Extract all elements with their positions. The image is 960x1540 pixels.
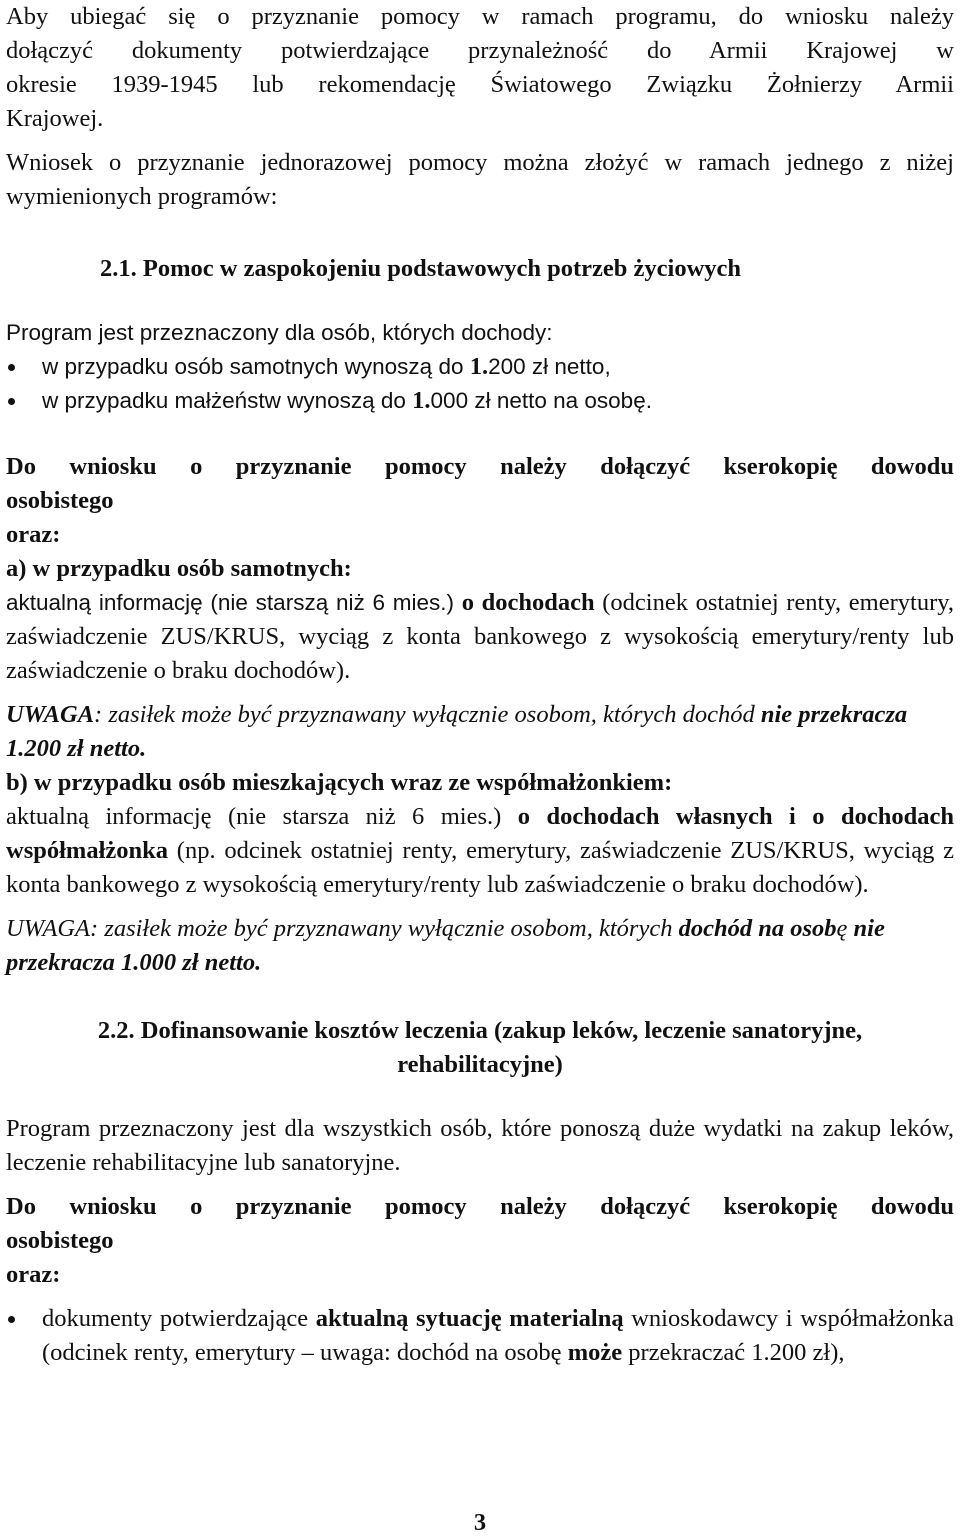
note-b: UWAGA: zasiłek może być przyznawany wyłącznie osobom, których dochód na osobę nie przekracza 1.000 zł netto. <box>6 915 885 976</box>
section-2-2-heading: 2.2. Dofinansowanie kosztów leczenia (zakup leków, leczenie sanatoryjne, <box>97 1017 863 1044</box>
oraz-label: oraz: <box>6 521 61 548</box>
program-eligibility-text: Program jest przeznaczony dla osób, których dochody: <box>6 320 553 345</box>
case-a-heading: a) w przypadku osób samotnych: <box>6 555 352 582</box>
required-documents-heading: Do wniosku o przyznanie pomocy należy dołączyć kserokopię dowodu <box>6 1193 954 1220</box>
intro-paragraph <box>6 0 954 136</box>
intro-line: okresie 1939-1945 lub rekomendację Światowego Związku Żołnierzy Armii <box>6 71 954 98</box>
note-a: UWAGA: zasiłek może być przyznawany wyłącznie osobom, których dochód nie przekracza 1.200 zł netto. <box>6 701 908 762</box>
required-documents-heading-cont: osobistego <box>6 1227 114 1254</box>
intro-line: Krajowej. <box>6 105 104 132</box>
programs-intro: Wniosek o przyznanie jednorazowej pomocy można złożyć w ramach jednego z niżej wymienionych programów: <box>6 149 954 210</box>
case-b-heading: b) w przypadku osób mieszkających wraz ze współmałżonkiem: <box>6 769 673 796</box>
bullet-icon <box>8 364 15 371</box>
oraz-label: oraz: <box>6 1261 61 1288</box>
case-b-text: aktualną informację (nie starsza niż 6 mies.) o dochodach własnych i o dochodach współmałżonka (np. odcinek ostatniej renty, emerytury, zaświadczenie ZUS/KRUS, wyciąg z konta bankowego z wysokością emerytury/renty lub zaświadczenie o braku dochodów). <box>6 803 954 898</box>
case-a-text: aktualną informację (nie starszą niż 6 mies.) o dochodach (odcinek ostatniej renty, emerytury, zaświadczenie ZUS/KRUS, wyciąg z konta bankowego z wysokością emerytury/renty lub zaświadczenie o braku dochodów). <box>6 589 955 684</box>
list-item: dokumenty potwierdzające aktualną sytuację materialną wnioskodawcy i współmałżonka (odcinek renty, emerytury – uwaga: dochód na osobę może przekraczać 1.200 zł), <box>6 1302 954 1370</box>
bullet-icon <box>8 1316 15 1323</box>
documents-list <box>6 1302 954 1370</box>
intro-line: dołączyć dokumenty potwierdzające przynależność do Armii Krajowej w <box>6 37 954 64</box>
list-item: w przypadku osób samotnych wynoszą do 1.200 zł netto, <box>6 350 954 384</box>
page-number: 3 <box>473 1509 487 1536</box>
section-2-2-heading-cont: rehabilitacyjne) <box>397 1051 563 1078</box>
income-criteria-list <box>6 350 954 418</box>
bullet-icon <box>8 398 15 405</box>
section-2-1-heading: 2.1. Pomoc w zaspokojeniu podstawowych potrzeb życiowych <box>100 255 742 282</box>
intro-line: Aby ubiegać się o przyznanie pomocy w ramach programu, do wniosku należy <box>6 3 954 30</box>
program-description: Program przeznaczony jest dla wszystkich osób, które ponoszą duże wydatki na zakup leków, leczenie rehabilitacyjne lub sanatoryjne. <box>6 1115 954 1176</box>
required-documents-heading: Do wniosku o przyznanie pomocy należy dołączyć kserokopię dowodu <box>6 453 954 480</box>
list-item: w przypadku małżeństw wynoszą do 1.000 zł netto na osobę. <box>6 384 954 418</box>
required-documents-heading-cont: osobistego <box>6 487 114 514</box>
